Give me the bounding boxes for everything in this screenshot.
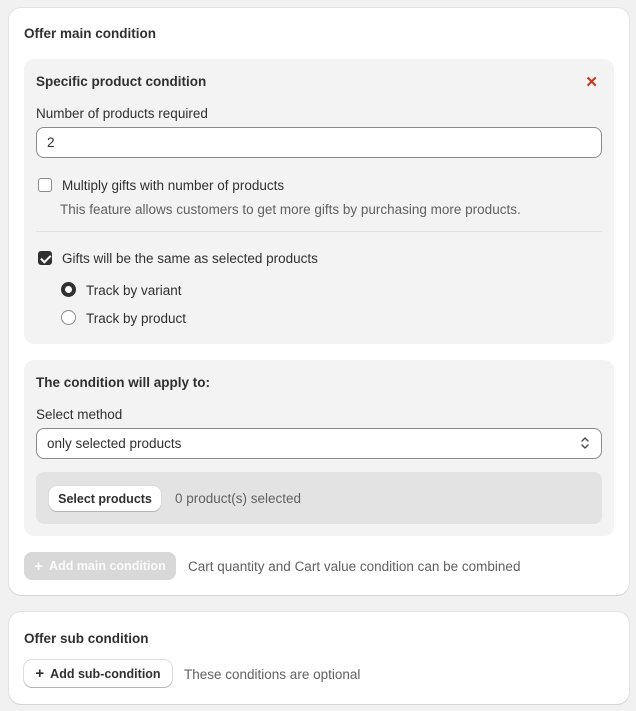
number-required-label: Number of products required <box>36 106 208 121</box>
offer-main-condition-card <box>9 8 629 595</box>
select-method-value: only selected products <box>47 436 182 451</box>
condition-apply-panel <box>24 360 614 536</box>
apply-title: The condition will apply to: <box>36 375 210 390</box>
combine-note: Cart quantity and Cart value condition can be combined <box>188 559 521 574</box>
offer-sub-condition-card <box>9 612 629 704</box>
main-card-title: Offer main condition <box>24 26 157 41</box>
plus-icon: + <box>34 557 44 575</box>
multiply-gifts-label: Multiply gifts with number of products <box>62 178 285 193</box>
add-sub-condition-button[interactable] <box>24 660 172 687</box>
optional-note: These conditions are optional <box>184 667 361 682</box>
add-main-condition-button[interactable] <box>24 552 176 580</box>
close-icon[interactable]: ✕ <box>585 74 598 91</box>
add-main-condition-label: Add main condition <box>49 559 166 573</box>
specific-product-condition-panel <box>24 59 614 344</box>
same-gifts-checkbox[interactable] <box>38 251 52 265</box>
select-arrows-icon <box>581 436 589 450</box>
add-sub-condition-label: Add sub-condition <box>50 666 161 681</box>
select-method-label: Select method <box>36 407 123 422</box>
track-by-product-label: Track by product <box>86 311 187 326</box>
track-by-variant-label: Track by variant <box>86 283 182 298</box>
selected-count-text: 0 product(s) selected <box>175 491 302 506</box>
same-gifts-label: Gifts will be the same as selected products <box>62 251 318 266</box>
selected-products-box <box>36 472 602 524</box>
product-condition-title: Specific product condition <box>36 74 207 89</box>
multiply-gifts-help: This feature allows customers to get more gifts by purchasing more products. <box>60 202 521 217</box>
number-required-input[interactable]: 2 <box>36 127 602 158</box>
plus-icon: + <box>35 665 45 682</box>
sub-card-title: Offer sub condition <box>24 631 149 646</box>
select-method-dropdown[interactable] <box>36 428 602 459</box>
multiply-gifts-checkbox[interactable] <box>38 178 52 192</box>
track-by-product-radio[interactable] <box>61 310 76 325</box>
select-products-button[interactable]: Select products <box>49 486 161 511</box>
divider <box>36 231 602 232</box>
track-by-variant-radio[interactable] <box>61 282 76 297</box>
